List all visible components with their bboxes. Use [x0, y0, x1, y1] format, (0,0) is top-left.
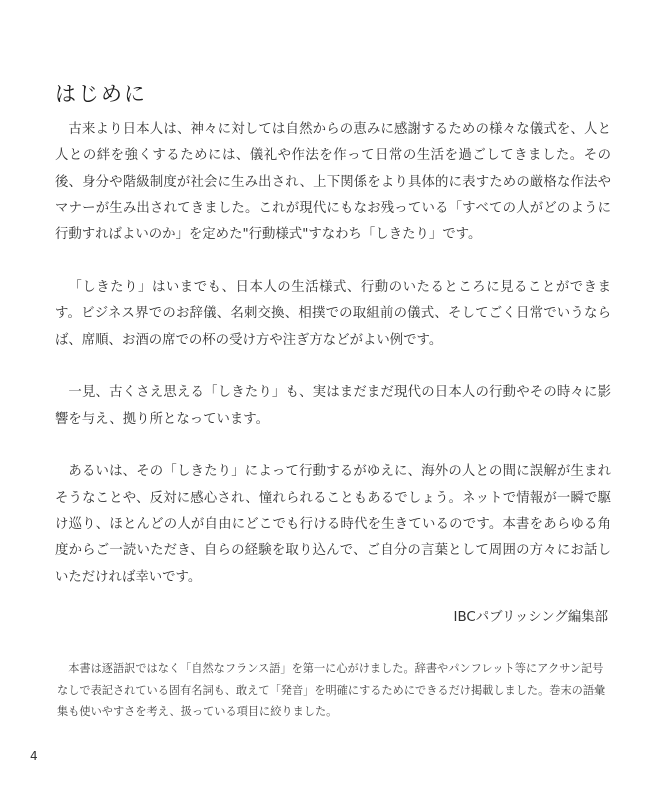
page-title: はじめに	[55, 82, 147, 106]
paragraph-1: 古来より日本人は、神々に対しては自然からの恵みに感謝するための様々な儀式を、人と人との絆を強くするためには、儀礼や作法を作って日常の生活を過ごしてきました。その後、身分や階級制度が社会に生み出され、上下関係をより具体的に表すための厳格な作法やマナーが生み出されてきました。これが現代にもなお残っている「すべての人がどのように行動すればよいのか」を定めた"行動様式"すなわち「しきたり」です。	[55, 122, 611, 243]
paragraph-4: あるいは、その「しきたり」によって行動するがゆえに、海外の人との間に誤解が生まれそうなことや、反対に感心され、憧れられることもあるでしょう。ネットで情報が一瞬で駆け巡り、ほとんどの人が自由にどこでも行ける時代を生きているのです。本書をあらゆる角度からご一読いただき、自らの経験を取り込んで、ご自分の言葉として周囲の方々にお話しいただければ幸いです。	[55, 464, 611, 585]
main-text	[55, 117, 611, 617]
translation-note: 本書は逐語訳ではなく「自然なフランス語」を第一に心がけました。辞書やパンフレット等にアクサン記号なしで表記されている固有名詞も、敢えて「発音」を明確にするためにできるだけ掲載しました。巻末の語彙集も使いやすさを考え、扱っている項目に絞りました。	[57, 662, 606, 718]
paragraph-2: 「しきたり」はいまでも、日本人の生活様式、行動のいたるところに見ることができます。ビジネス界でのお辞儀、名刺交換、相撲での取組前の儀式、そしてごく日常でいうならば、席順、お酒の席での杯の受け方や注ぎ方などがよい例です。	[55, 279, 611, 348]
paragraph-3: 一見、古くさえ思える「しきたり」も、実はまだまだ現代の日本人の行動やその時々に影響を与え、拠り所となっています。	[55, 385, 611, 427]
publisher-signature: IBCパブリッシング編集部	[453, 610, 608, 625]
page-number: 4	[30, 749, 38, 763]
